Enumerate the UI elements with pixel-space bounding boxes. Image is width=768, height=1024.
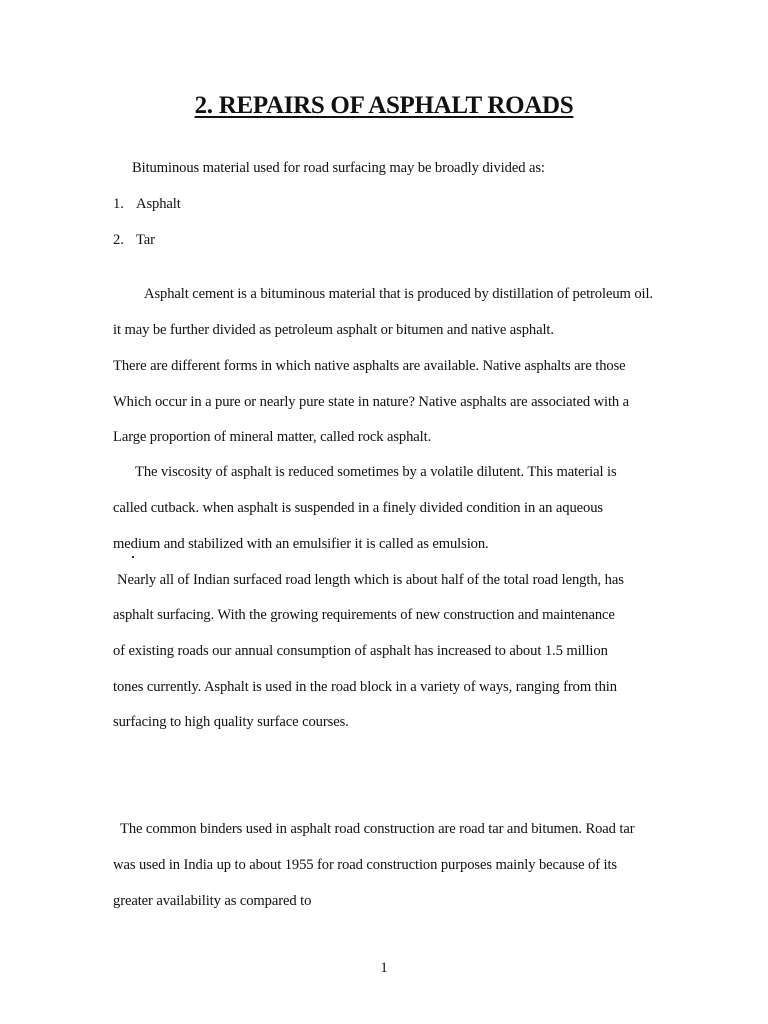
page-number: 1 — [380, 960, 388, 976]
list-item-label: Asphalt — [136, 196, 181, 212]
paragraph-line: of existing roads our annual consumption of asphalt has increased to about 1.5 million — [113, 643, 608, 659]
paragraph-line: called cutback. when asphalt is suspended in a finely divided condition in an aqueous — [113, 500, 603, 516]
paragraph-line: it may be further divided as petroleum asphalt or bitumen and native asphalt. — [113, 322, 554, 338]
paragraph-line: surfacing to high quality surface courses. — [113, 714, 349, 730]
paragraph-line: was used in India up to about 1955 for road construction purposes mainly because of its — [113, 857, 617, 873]
paragraph-line: Asphalt cement is a bituminous material that is produced by distillation of petroleum oil. — [144, 286, 653, 302]
intro-text: Bituminous material used for road surfacing may be broadly divided as: — [132, 160, 545, 176]
paragraph-line: medium and stabilized with an emulsifier it is called as emulsion. — [113, 536, 489, 552]
paragraph-line: asphalt surfacing. With the growing requirements of new construction and maintenance — [113, 607, 615, 623]
page-title: 2. REPAIRS OF ASPHALT ROADS — [194, 92, 574, 119]
paragraph-line: Which occur in a pure or nearly pure state in nature? Native asphalts are associated with a — [113, 394, 630, 410]
paragraph-line: The common binders used in asphalt road construction are road tar and bitumen. Road tar — [120, 821, 635, 837]
paragraph-line: The viscosity of asphalt is reduced sometimes by a volatile dilutent. This material is — [135, 464, 617, 480]
paragraph-line: tones currently. Asphalt is used in the road block in a variety of ways, ranging from thin — [113, 679, 617, 695]
paragraph-line: Nearly all of Indian surfaced road length which is about half of the total road length, has — [117, 572, 624, 588]
list-item-number: 1. — [113, 196, 124, 212]
paragraph-line: There are different forms in which native asphalts are available. Native asphalts are those — [113, 358, 626, 374]
paragraph-line: greater availability as compared to — [113, 893, 312, 909]
stray-dot — [132, 556, 134, 558]
list-item-label: Tar — [136, 232, 155, 248]
paragraph-line: Large proportion of mineral matter, called rock asphalt. — [113, 429, 432, 445]
list-item-number: 2. — [113, 232, 124, 248]
